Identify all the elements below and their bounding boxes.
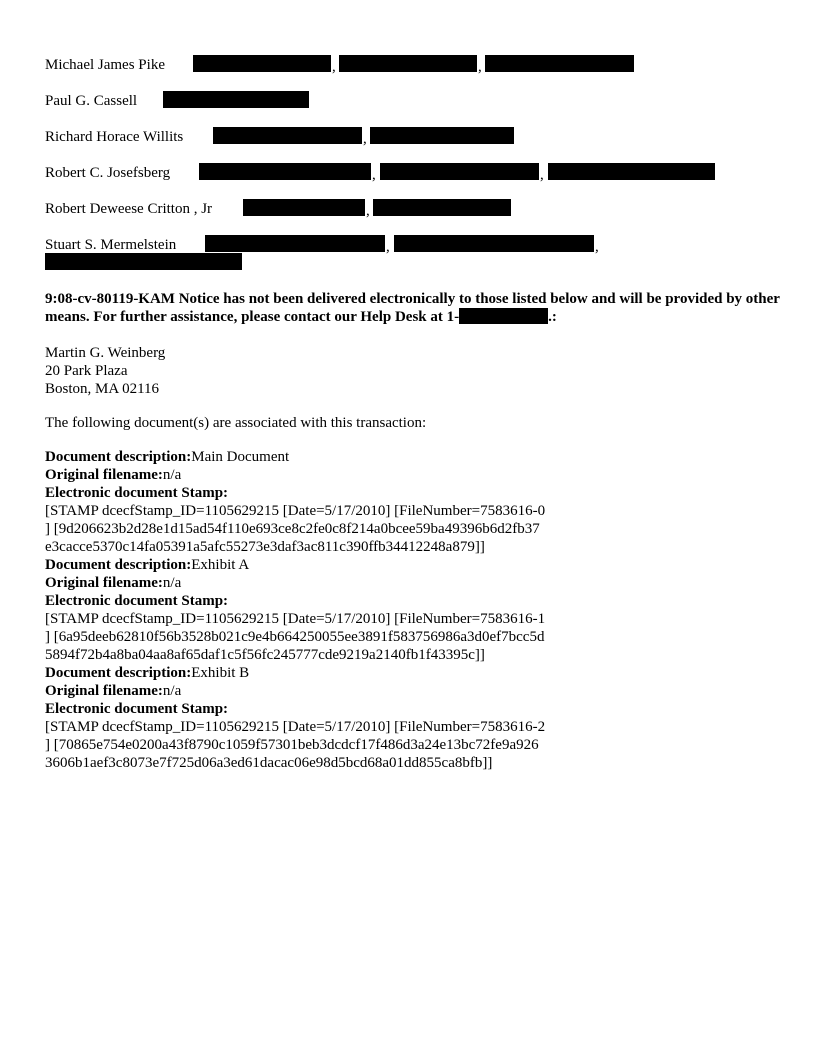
- documents-list: [45, 448, 785, 772]
- redaction-bar: [163, 91, 309, 108]
- recipient-name: Richard Horace Willits: [45, 129, 184, 145]
- comma: ,: [478, 59, 482, 75]
- recipient-row: [45, 236, 176, 254]
- document-entry: [45, 556, 785, 664]
- redaction-bar: [485, 55, 634, 72]
- redaction-bar: [205, 235, 385, 252]
- description-value: Exhibit B: [191, 665, 250, 681]
- recipient-row: [45, 164, 170, 182]
- comma: ,: [366, 203, 370, 219]
- filename-value: n/a: [162, 683, 182, 699]
- comma: ,: [372, 167, 376, 183]
- redacted-phone: [459, 308, 548, 324]
- documents-intro-text: The following document(s) are associated with this transaction:: [45, 415, 427, 431]
- document-description-line: [45, 556, 785, 574]
- filename-label: Original filename:: [45, 575, 163, 591]
- stamp-label: Electronic document Stamp:: [45, 485, 229, 501]
- filename-line: [45, 466, 785, 484]
- recipient-name: Robert C. Josefsberg: [45, 165, 171, 181]
- address-city: Boston, MA 02116: [45, 381, 160, 397]
- comma: ,: [363, 131, 367, 147]
- recipient-row: [45, 128, 183, 146]
- filename-line: [45, 574, 785, 592]
- document-description-line: [45, 448, 785, 466]
- stamp-line: [STAMP dcecfStamp_ID=1105629215 [Date=5/17/2010] [FileNumber=7583616-0: [45, 503, 546, 519]
- stamp-line: 3606b1aef3c8073e7f725d06a3ed61dacac06e98d5bcd68a01dd855ca8bfb]]: [45, 755, 493, 771]
- address-street: 20 Park Plaza: [45, 363, 128, 379]
- stamp-line: ] [6a95deeb62810f56b3528b021c9e4b664250055ee3891f583756986a3d0ef7bcc5d: [45, 629, 545, 645]
- recipient-name: Stuart S. Mermelstein: [45, 237, 177, 253]
- description-label: Document description:: [45, 665, 192, 681]
- stamp-line: ] [9d206623b2d28e1d15ad54f110e693ce8c2fe0c8f214a0bcee59ba49396b6d2fb37: [45, 521, 540, 537]
- document-entry: [45, 664, 785, 772]
- recipient-row: [45, 92, 137, 110]
- notice-paragraph: [45, 290, 780, 326]
- notice-text: 9:08-cv-80119-KAM Notice has not been delivered electronically to those listed below and will be provided by other means. For further assistance, please contact our Help Desk at 1-: [45, 291, 780, 325]
- recipient-row: [45, 200, 212, 218]
- comma: ,: [332, 59, 336, 75]
- filename-value: n/a: [162, 467, 182, 483]
- redaction-bar: [380, 163, 539, 180]
- redaction-bar: [45, 253, 242, 270]
- filename-label: Original filename:: [45, 467, 163, 483]
- address-name: Martin G. Weinberg: [45, 345, 166, 361]
- redaction-bar: [199, 163, 371, 180]
- comma: ,: [540, 167, 544, 183]
- document-description-line: [45, 664, 785, 682]
- description-label: Document description:: [45, 449, 192, 465]
- document-entry: [45, 448, 785, 556]
- redaction-bar: [339, 55, 477, 72]
- stamp-label: Electronic document Stamp:: [45, 593, 229, 609]
- comma: ,: [595, 239, 599, 255]
- filename-value: n/a: [162, 575, 182, 591]
- redaction-bar: [548, 163, 715, 180]
- notice-text-end: .:: [548, 309, 557, 325]
- recipient-name: Michael James Pike: [45, 57, 165, 73]
- stamp-label: Electronic document Stamp:: [45, 701, 229, 717]
- stamp-line: [STAMP dcecfStamp_ID=1105629215 [Date=5/17/2010] [FileNumber=7583616-1: [45, 611, 546, 627]
- stamp-line: ] [70865e754e0200a43f8790c1059f57301beb3dcdcf17f486d3a24e13bc72fe9a926: [45, 737, 539, 753]
- stamp-line: e3cacce5370c14fa05391a5afc55273e3daf3ac811c390ffb34412248a879]]: [45, 539, 485, 555]
- description-value: Exhibit A: [191, 557, 250, 573]
- redaction-bar: [370, 127, 514, 144]
- recipient-name: Robert Deweese Critton , Jr: [45, 201, 213, 217]
- comma: ,: [386, 239, 390, 255]
- recipient-row: [45, 56, 165, 74]
- redaction-bar: [373, 199, 511, 216]
- description-value: Main Document: [191, 449, 290, 465]
- filename-line: [45, 682, 785, 700]
- filename-label: Original filename:: [45, 683, 163, 699]
- mailing-address: [45, 344, 785, 398]
- documents-intro: [45, 414, 785, 432]
- stamp-line: 5894f72b4a8ba04aa8af65daf1c5f56fc245777cde9219a2140fb1f43395c]]: [45, 647, 485, 663]
- description-label: Document description:: [45, 557, 192, 573]
- recipient-name: Paul G. Cassell: [45, 93, 138, 109]
- redaction-bar: [213, 127, 362, 144]
- redaction-bar: [193, 55, 331, 72]
- redaction-bar: [394, 235, 594, 252]
- stamp-line: [STAMP dcecfStamp_ID=1105629215 [Date=5/17/2010] [FileNumber=7583616-2: [45, 719, 546, 735]
- redaction-bar: [243, 199, 365, 216]
